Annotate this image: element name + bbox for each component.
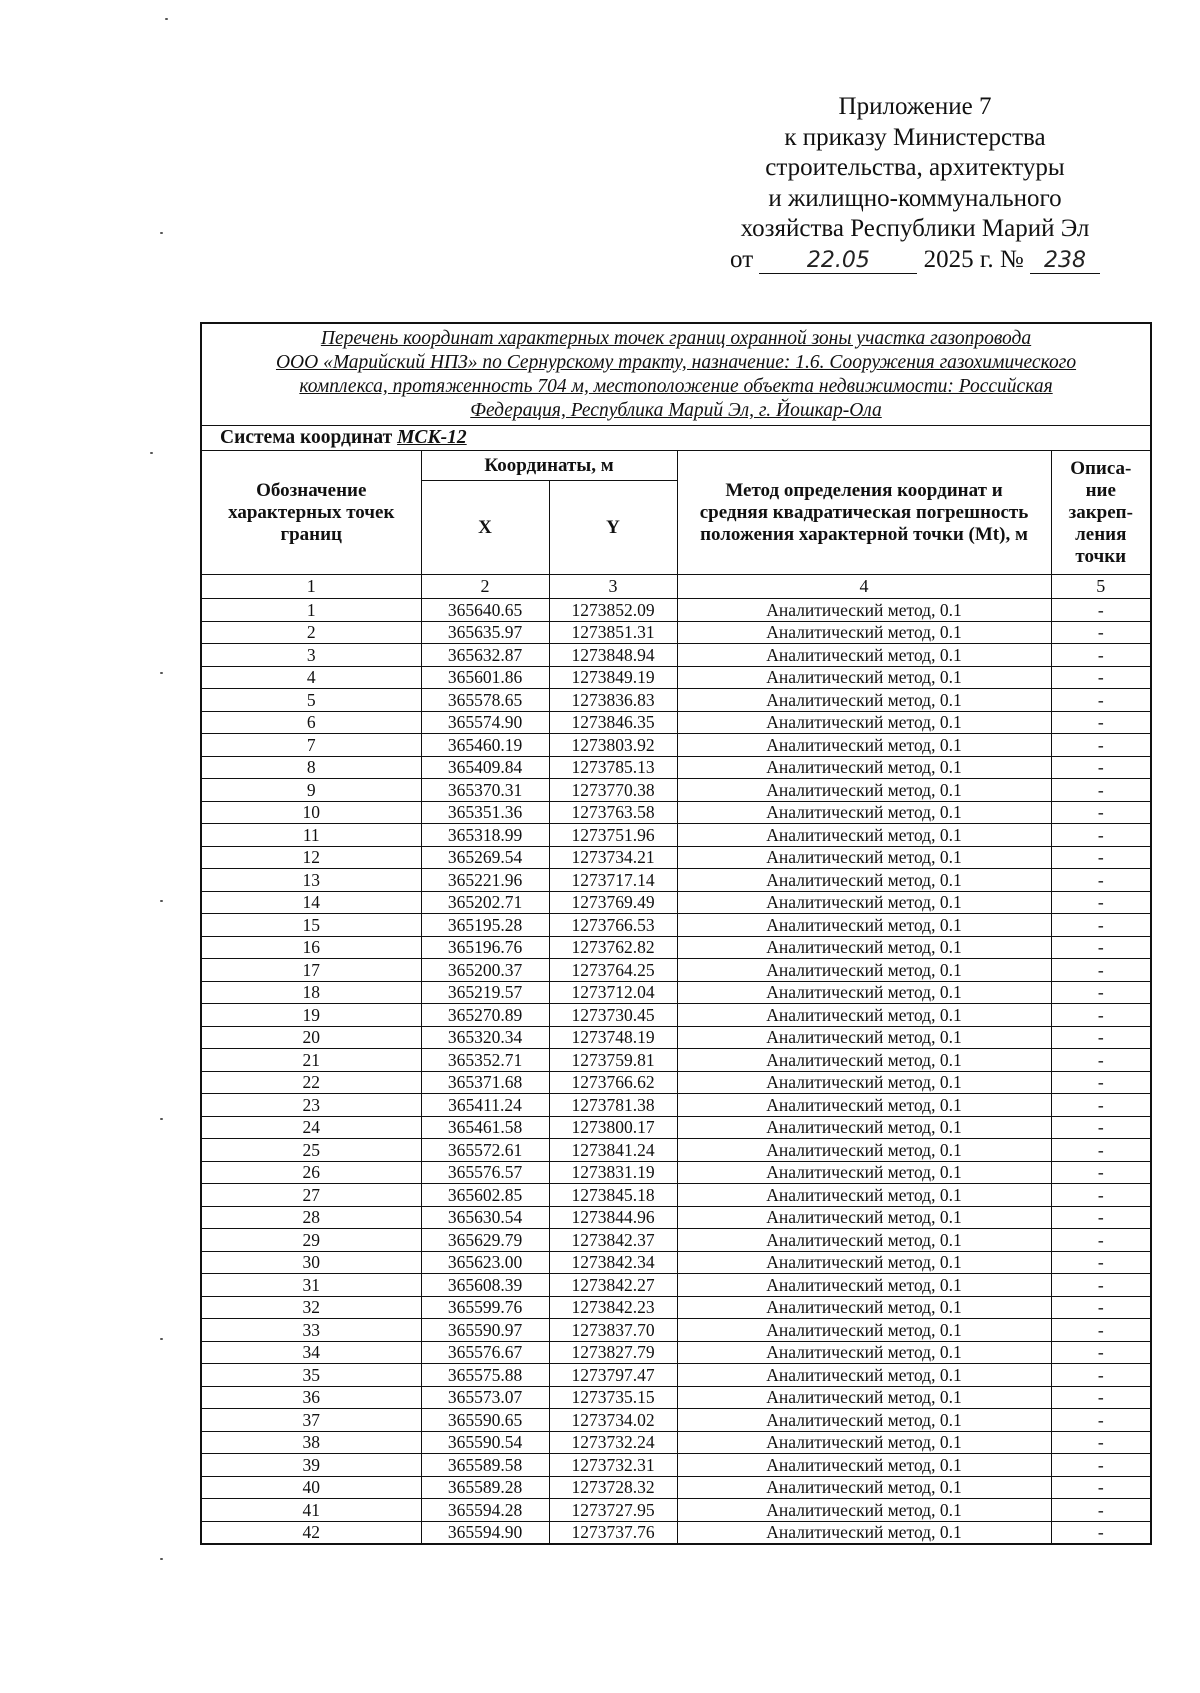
table-row [201,1049,1151,1072]
table-row [201,1206,1151,1229]
point-number: 36 [201,1386,421,1409]
point-number: 28 [201,1206,421,1229]
table-row [201,1161,1151,1184]
y-coordinate: 1273734.02 [549,1409,677,1432]
table-row [201,621,1151,644]
x-coordinate: 365602.85 [421,1184,549,1207]
x-coordinate: 365352.71 [421,1049,549,1072]
desc-cell: - [1051,644,1151,667]
desc-cell: - [1051,1139,1151,1162]
desc-cell: - [1051,621,1151,644]
desc-cell: - [1051,1341,1151,1364]
point-number: 11 [201,824,421,847]
method-cell: Аналитический метод, 0.1 [677,1206,1051,1229]
x-coordinate: 365589.58 [421,1454,549,1477]
y-coordinate: 1273737.76 [549,1521,677,1544]
table-row [201,711,1151,734]
desc-cell: - [1051,1431,1151,1454]
method-cell: Аналитический метод, 0.1 [677,936,1051,959]
table-row [201,689,1151,712]
x-coordinate: 365409.84 [421,756,549,779]
table-row [201,914,1151,937]
point-number: 26 [201,1161,421,1184]
method-cell: Аналитический метод, 0.1 [677,959,1051,982]
y-coordinate: 1273732.24 [549,1431,677,1454]
x-coordinate: 365270.89 [421,1004,549,1027]
table-row [201,1409,1151,1432]
point-number: 2 [201,621,421,644]
point-number: 37 [201,1409,421,1432]
table-row [201,1026,1151,1049]
method-cell: Аналитический метод, 0.1 [677,1116,1051,1139]
y-coordinate: 1273842.23 [549,1296,677,1319]
desc-cell: - [1051,734,1151,757]
x-coordinate: 365411.24 [421,1094,549,1117]
header-y: Y [549,481,677,575]
coordinate-system-label: Система координат [220,427,393,448]
table-row [201,1521,1151,1544]
column-number: 4 [677,575,1051,599]
x-coordinate: 365195.28 [421,914,549,937]
point-number: 1 [201,599,421,622]
table-row [201,824,1151,847]
point-number: 5 [201,689,421,712]
y-coordinate: 1273759.81 [549,1049,677,1072]
point-number: 21 [201,1049,421,1072]
method-cell: Аналитический метод, 0.1 [677,824,1051,847]
header-desc: Описа-ние закреп-ления точки [1051,451,1151,575]
x-coordinate: 365635.97 [421,621,549,644]
point-number: 24 [201,1116,421,1139]
method-cell: Аналитический метод, 0.1 [677,1386,1051,1409]
y-coordinate: 1273751.96 [549,824,677,847]
desc-cell: - [1051,689,1151,712]
table-title [201,323,1151,426]
y-coordinate: 1273827.79 [549,1341,677,1364]
x-coordinate: 365219.57 [421,981,549,1004]
desc-cell: - [1051,1229,1151,1252]
x-coordinate: 365576.57 [421,1161,549,1184]
desc-cell: - [1051,1094,1151,1117]
point-number: 35 [201,1364,421,1387]
y-coordinate: 1273844.96 [549,1206,677,1229]
x-coordinate: 365576.67 [421,1341,549,1364]
handwritten-number: 238 [1030,249,1100,274]
method-cell: Аналитический метод, 0.1 [677,1296,1051,1319]
x-coordinate: 365318.99 [421,824,549,847]
y-coordinate: 1273748.19 [549,1026,677,1049]
desc-cell: - [1051,801,1151,824]
desc-cell: - [1051,711,1151,734]
method-cell: Аналитический метод, 0.1 [677,666,1051,689]
table-title-line: комплекса, протяженность 704 м, местоположение объекта недвижимости: Российская [299,376,1053,397]
scan-speck [150,452,153,454]
table-row [201,1319,1151,1342]
table-row [201,801,1151,824]
point-number: 25 [201,1139,421,1162]
table-title-line: Перечень координат характерных точек границ охранной зоны участка газопровода [320,328,1032,349]
method-cell: Аналитический метод, 0.1 [677,1521,1051,1544]
x-coordinate: 365269.54 [421,846,549,869]
table-row [201,666,1151,689]
y-coordinate: 1273800.17 [549,1116,677,1139]
point-number: 12 [201,846,421,869]
table-row [201,644,1151,667]
method-cell: Аналитический метод, 0.1 [677,914,1051,937]
desc-cell: - [1051,1274,1151,1297]
table-row [201,1274,1151,1297]
coordinate-system [201,426,1151,451]
method-cell: Аналитический метод, 0.1 [677,1071,1051,1094]
table-row [201,936,1151,959]
y-coordinate: 1273842.34 [549,1251,677,1274]
method-cell: Аналитический метод, 0.1 [677,599,1051,622]
scan-speck [160,1118,163,1120]
x-coordinate: 365572.61 [421,1139,549,1162]
y-coordinate: 1273717.14 [549,869,677,892]
method-cell: Аналитический метод, 0.1 [677,711,1051,734]
x-coordinate: 365590.65 [421,1409,549,1432]
point-number: 20 [201,1026,421,1049]
scan-speck [160,232,163,234]
point-number: 34 [201,1341,421,1364]
y-coordinate: 1273781.38 [549,1094,677,1117]
y-coordinate: 1273785.13 [549,756,677,779]
table-row [201,1094,1151,1117]
table-row [201,734,1151,757]
table-row [201,756,1151,779]
desc-cell: - [1051,1454,1151,1477]
handwritten-date: 22.05 [759,249,917,274]
method-cell: Аналитический метод, 0.1 [677,621,1051,644]
appendix-header [700,92,1130,276]
column-number: 2 [421,575,549,599]
desc-cell: - [1051,1296,1151,1319]
header-line: к приказу Министерства [784,123,1046,151]
x-coordinate: 365200.37 [421,959,549,982]
x-coordinate: 365320.34 [421,1026,549,1049]
desc-cell: - [1051,1026,1151,1049]
header-line: хозяйства Республики Марий Эл [740,215,1090,243]
desc-cell: - [1051,959,1151,982]
header-line: строительства, архитектуры [765,154,1065,182]
method-cell: Аналитический метод, 0.1 [677,756,1051,779]
y-coordinate: 1273852.09 [549,599,677,622]
y-coordinate: 1273836.83 [549,689,677,712]
header-coords: Координаты, м [421,451,677,481]
y-coordinate: 1273762.82 [549,936,677,959]
desc-cell: - [1051,599,1151,622]
y-coordinate: 1273735.15 [549,1386,677,1409]
table-row [201,1454,1151,1477]
method-cell: Аналитический метод, 0.1 [677,801,1051,824]
point-number: 10 [201,801,421,824]
desc-cell: - [1051,1004,1151,1027]
y-coordinate: 1273734.21 [549,846,677,869]
point-number: 39 [201,1454,421,1477]
desc-cell: - [1051,756,1151,779]
x-coordinate: 365196.76 [421,936,549,959]
table-row [201,1251,1151,1274]
y-coordinate: 1273848.94 [549,644,677,667]
method-cell: Аналитический метод, 0.1 [677,869,1051,892]
desc-cell: - [1051,824,1151,847]
desc-cell: - [1051,981,1151,1004]
method-cell: Аналитический метод, 0.1 [677,981,1051,1004]
coordinate-system-value: МСК-12 [397,427,467,448]
desc-cell: - [1051,1071,1151,1094]
point-number: 17 [201,959,421,982]
point-number: 38 [201,1431,421,1454]
x-coordinate: 365221.96 [421,869,549,892]
desc-cell: - [1051,779,1151,802]
table-row [201,1071,1151,1094]
method-cell: Аналитический метод, 0.1 [677,1319,1051,1342]
y-coordinate: 1273845.18 [549,1184,677,1207]
y-coordinate: 1273851.31 [549,621,677,644]
desc-cell: - [1051,1161,1151,1184]
method-cell: Аналитический метод, 0.1 [677,1431,1051,1454]
desc-cell: - [1051,1206,1151,1229]
point-number: 19 [201,1004,421,1027]
point-number: 42 [201,1521,421,1544]
method-cell: Аналитический метод, 0.1 [677,1251,1051,1274]
method-cell: Аналитический метод, 0.1 [677,1364,1051,1387]
point-number: 7 [201,734,421,757]
desc-cell: - [1051,1521,1151,1544]
point-number: 32 [201,1296,421,1319]
method-cell: Аналитический метод, 0.1 [677,1499,1051,1522]
date-prefix: от [730,245,754,273]
table-title-line: ООО «Марийский НПЗ» по Сернурскому тракту, назначение: 1.6. Сооружения газохимического [275,352,1077,373]
table-row [201,891,1151,914]
point-number: 13 [201,869,421,892]
method-cell: Аналитический метод, 0.1 [677,1274,1051,1297]
method-cell: Аналитический метод, 0.1 [677,1409,1051,1432]
desc-cell: - [1051,1049,1151,1072]
point-number: 22 [201,1071,421,1094]
x-coordinate: 365640.65 [421,599,549,622]
point-number: 15 [201,914,421,937]
y-coordinate: 1273846.35 [549,711,677,734]
method-cell: Аналитический метод, 0.1 [677,1341,1051,1364]
y-coordinate: 1273841.24 [549,1139,677,1162]
x-coordinate: 365351.36 [421,801,549,824]
y-coordinate: 1273712.04 [549,981,677,1004]
x-coordinate: 365601.86 [421,666,549,689]
scan-speck [160,672,163,674]
table-row [201,1184,1151,1207]
desc-cell: - [1051,1364,1151,1387]
x-coordinate: 365371.68 [421,1071,549,1094]
point-number: 9 [201,779,421,802]
y-coordinate: 1273831.19 [549,1161,677,1184]
point-number: 30 [201,1251,421,1274]
method-cell: Аналитический метод, 0.1 [677,1004,1051,1027]
x-coordinate: 365370.31 [421,779,549,802]
table-row [201,1116,1151,1139]
table-row [201,1296,1151,1319]
year-number-label: 2025 г. № [923,245,1024,273]
desc-cell: - [1051,914,1151,937]
table-row [201,1364,1151,1387]
header-x: X [421,481,549,575]
scan-speck [160,900,163,902]
method-cell: Аналитический метод, 0.1 [677,891,1051,914]
x-coordinate: 365202.71 [421,891,549,914]
y-coordinate: 1273728.32 [549,1476,677,1499]
method-cell: Аналитический метод, 0.1 [677,734,1051,757]
x-coordinate: 365629.79 [421,1229,549,1252]
y-coordinate: 1273763.58 [549,801,677,824]
point-number: 6 [201,711,421,734]
desc-cell: - [1051,1476,1151,1499]
y-coordinate: 1273837.70 [549,1319,677,1342]
point-number: 14 [201,891,421,914]
y-coordinate: 1273842.37 [549,1229,677,1252]
method-cell: Аналитический метод, 0.1 [677,1161,1051,1184]
point-number: 8 [201,756,421,779]
desc-cell: - [1051,1386,1151,1409]
desc-cell: - [1051,1499,1151,1522]
table-row [201,959,1151,982]
y-coordinate: 1273849.19 [549,666,677,689]
x-coordinate: 365460.19 [421,734,549,757]
desc-cell: - [1051,1409,1151,1432]
coordinates-table [200,322,1152,1545]
table-row [201,1499,1151,1522]
x-coordinate: 365608.39 [421,1274,549,1297]
point-number: 31 [201,1274,421,1297]
x-coordinate: 365578.65 [421,689,549,712]
column-number-row [201,575,1151,599]
desc-cell: - [1051,1116,1151,1139]
method-cell: Аналитический метод, 0.1 [677,779,1051,802]
point-number: 40 [201,1476,421,1499]
header-method: Метод определения координат и средняя квадратическая погрешность положения характерной точки (Mt), м [677,451,1051,575]
method-cell: Аналитический метод, 0.1 [677,1094,1051,1117]
table-row [201,1431,1151,1454]
x-coordinate: 365623.00 [421,1251,549,1274]
y-coordinate: 1273797.47 [549,1364,677,1387]
table-row [201,1004,1151,1027]
y-coordinate: 1273732.31 [549,1454,677,1477]
scan-speck [160,1338,163,1340]
order-date-line [700,245,1130,276]
method-cell: Аналитический метод, 0.1 [677,644,1051,667]
table-row [201,1476,1151,1499]
point-number: 16 [201,936,421,959]
desc-cell: - [1051,1319,1151,1342]
desc-cell: - [1051,936,1151,959]
x-coordinate: 365594.28 [421,1499,549,1522]
desc-cell: - [1051,869,1151,892]
y-coordinate: 1273730.45 [549,1004,677,1027]
table-row [201,1386,1151,1409]
table-row [201,981,1151,1004]
x-coordinate: 365590.54 [421,1431,549,1454]
point-number: 33 [201,1319,421,1342]
x-coordinate: 365574.90 [421,711,549,734]
desc-cell: - [1051,1251,1151,1274]
method-cell: Аналитический метод, 0.1 [677,846,1051,869]
desc-cell: - [1051,846,1151,869]
y-coordinate: 1273766.53 [549,914,677,937]
y-coordinate: 1273769.49 [549,891,677,914]
table-row [201,1341,1151,1364]
x-coordinate: 365575.88 [421,1364,549,1387]
table-title-line: Федерация, Республика Марий Эл, г. Йошкар-Ола [470,400,882,421]
header-point: Обозначение характерных точек границ [201,451,421,575]
method-cell: Аналитический метод, 0.1 [677,1184,1051,1207]
point-number: 4 [201,666,421,689]
x-coordinate: 365599.76 [421,1296,549,1319]
y-coordinate: 1273842.27 [549,1274,677,1297]
x-coordinate: 365630.54 [421,1206,549,1229]
x-coordinate: 365590.97 [421,1319,549,1342]
x-coordinate: 365573.07 [421,1386,549,1409]
table-row [201,599,1151,622]
method-cell: Аналитический метод, 0.1 [677,1229,1051,1252]
y-coordinate: 1273803.92 [549,734,677,757]
method-cell: Аналитический метод, 0.1 [677,1454,1051,1477]
point-number: 29 [201,1229,421,1252]
desc-cell: - [1051,891,1151,914]
method-cell: Аналитический метод, 0.1 [677,689,1051,712]
table-row [201,1139,1151,1162]
x-coordinate: 365632.87 [421,644,549,667]
x-coordinate: 365589.28 [421,1476,549,1499]
table-row [201,779,1151,802]
desc-cell: - [1051,1184,1151,1207]
y-coordinate: 1273766.62 [549,1071,677,1094]
table-row [201,846,1151,869]
scan-speck [165,18,168,20]
method-cell: Аналитический метод, 0.1 [677,1139,1051,1162]
point-number: 41 [201,1499,421,1522]
point-number: 18 [201,981,421,1004]
y-coordinate: 1273764.25 [549,959,677,982]
column-number: 5 [1051,575,1151,599]
y-coordinate: 1273727.95 [549,1499,677,1522]
point-number: 27 [201,1184,421,1207]
x-coordinate: 365461.58 [421,1116,549,1139]
point-number: 3 [201,644,421,667]
header-line: Приложение 7 [838,93,992,120]
header-line: и жилищно-коммунального [768,184,1062,212]
table-row [201,1229,1151,1252]
y-coordinate: 1273770.38 [549,779,677,802]
scan-speck [160,1558,163,1560]
column-number: 1 [201,575,421,599]
point-number: 23 [201,1094,421,1117]
method-cell: Аналитический метод, 0.1 [677,1476,1051,1499]
x-coordinate: 365594.90 [421,1521,549,1544]
method-cell: Аналитический метод, 0.1 [677,1049,1051,1072]
column-number: 3 [549,575,677,599]
table-row [201,869,1151,892]
desc-cell: - [1051,666,1151,689]
method-cell: Аналитический метод, 0.1 [677,1026,1051,1049]
